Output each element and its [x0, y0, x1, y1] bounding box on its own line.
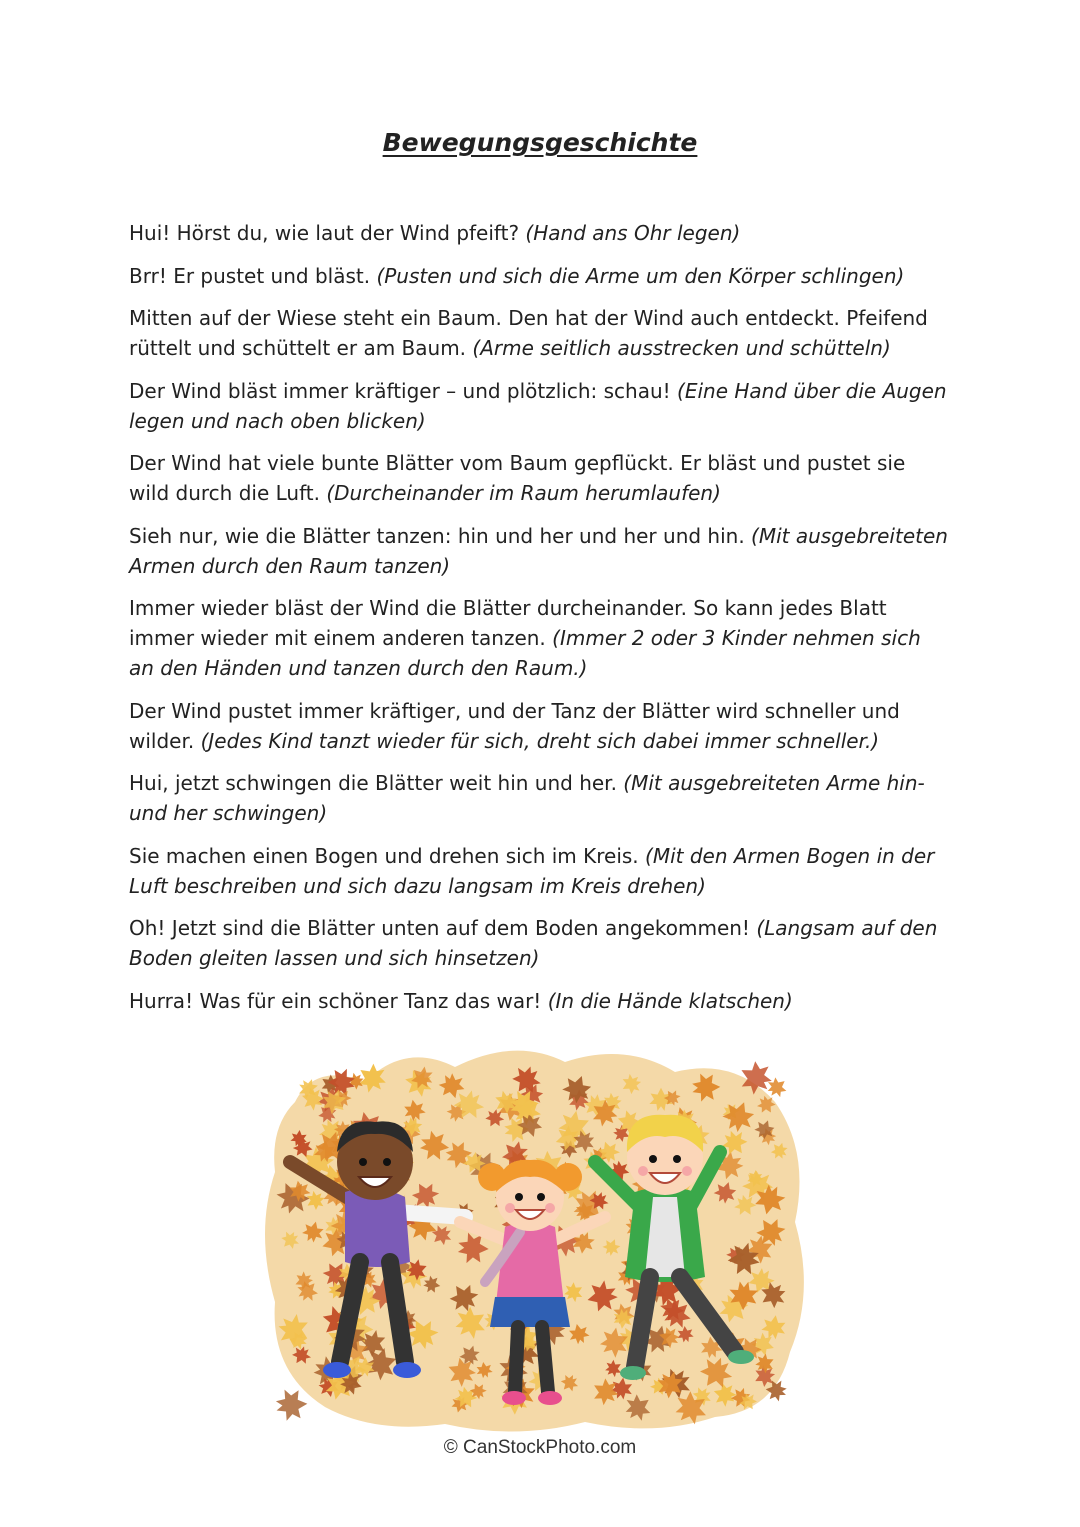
paragraph-action: (Durcheinander im Raum herumlaufen) [326, 481, 721, 505]
paragraph-action: (Mit ausgebreiteten Armen durch den Raum tanzen) [129, 523, 948, 578]
paragraph-text: Brr! Er pustet und bläst. [129, 263, 371, 288]
paragraph-text: Der Wind pustet immer kräftiger, und der Tanz der Blätter wird schneller und wilder. [129, 698, 900, 753]
story-paragraph [129, 448, 949, 508]
paragraph-text: Mitten auf der Wiese steht ein Baum. Den hat der Wind auch entdeckt. Pfeifend rüttelt und schüttelt er am Baum. [129, 306, 928, 360]
story-paragraph [129, 303, 949, 363]
paragraph-text: Oh! Jetzt sind die Blätter unten auf dem Boden angekommen! [129, 916, 750, 940]
story-paragraph [129, 593, 949, 683]
paragraph-text: Sie machen einen Bogen und drehen sich im Kreis. [129, 843, 639, 868]
paragraph-text: Immer wieder bläst der Wind die Blätter durcheinander. So kann jedes Blatt immer wieder mit einem anderen tanzen. [129, 596, 887, 650]
paragraph-text: Der Wind bläst immer kräftiger – und plötzlich: schau! [129, 378, 671, 403]
paragraph-action: (Arme seitlich ausstrecken und schütteln) [472, 336, 891, 360]
kids-in-leaves-illustration [255, 1032, 815, 1442]
autumn-leaf [275, 1388, 308, 1421]
paragraph-action: (Eine Hand über die Augen legen und nach oben blicken) [129, 378, 947, 433]
story-paragraph [129, 376, 949, 436]
story-paragraph [129, 521, 949, 581]
story-paragraph [129, 841, 949, 901]
story-paragraph [129, 986, 949, 1016]
paragraph-action: (Pusten und sich die Arme um den Körper schlingen) [376, 263, 905, 288]
paragraph-action: (Hand ans Ohr legen) [525, 221, 741, 245]
story-paragraph [129, 913, 949, 973]
story-paragraph [129, 261, 949, 291]
page-title: Bewegungsgeschichte [382, 128, 698, 157]
paragraph-action: (Langsam auf den Boden gleiten lassen und sich hinsetzen) [129, 916, 938, 970]
story-paragraph [129, 218, 949, 248]
image-credit: © CanStockPhoto.com [443, 1437, 637, 1458]
paragraph-action: (In die Hände klatschen) [547, 988, 793, 1013]
paragraph-text: Hurra! Was für ein schöner Tanz das war! [129, 988, 542, 1013]
paragraph-action: (Mit ausgebreiteten Arme hin- und her schwingen) [129, 771, 925, 825]
paragraph-action: (Mit den Armen Bogen in der Luft beschreiben und sich dazu langsam im Kreis drehen) [129, 843, 935, 898]
paragraph-text: Der Wind hat viele bunte Blätter vom Baum gepflückt. Er bläst und pustet sie wild durch die Luft. [129, 451, 906, 505]
story-paragraph [129, 696, 949, 756]
paragraph-action: (Jedes Kind tanzt wieder für sich, dreht sich dabei immer schneller.) [200, 728, 880, 753]
paragraph-text: Sieh nur, wie die Blätter tanzen: hin und her und her und hin. [129, 523, 745, 548]
paragraph-text: Hui, jetzt schwingen die Blätter weit hin und her. [129, 771, 617, 795]
paragraph-text: Hui! Hörst du, wie laut der Wind pfeift? [129, 221, 520, 245]
story-text [129, 218, 949, 1028]
paragraph-action: (Immer 2 oder 3 Kinder nehmen sich an den Händen und tanzen durch den Raum.) [129, 626, 921, 680]
story-paragraph [129, 768, 949, 828]
